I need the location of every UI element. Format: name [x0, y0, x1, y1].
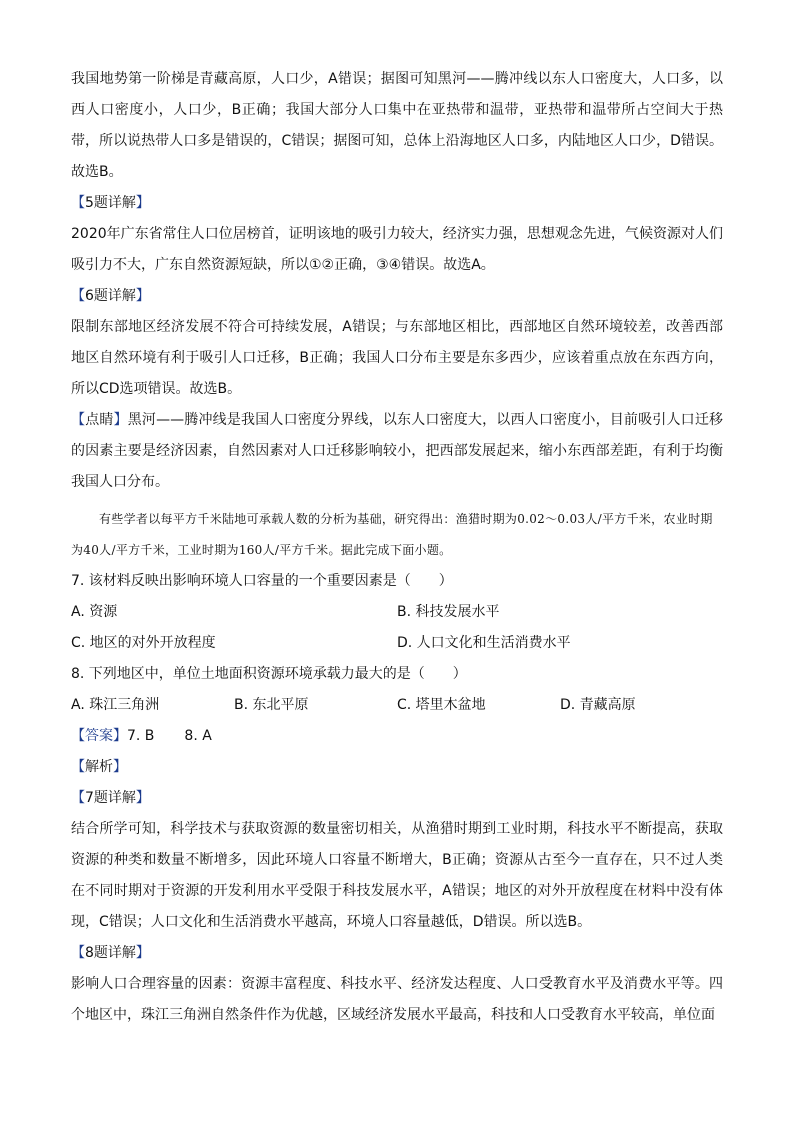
answer-line: 【答案】7. B 8. A	[71, 728, 212, 744]
paragraph-q6-analysis: 限制东部地区经济发展不符合可持续发展，A错误；与东部地区相比，西部地区自然环境较差，改善西部地区自然环境有利于吸引人口迁移，B正确；我国人口分布主要是东多西少，应该着重点放在东西方向，所以CD选项错误。故选B。	[71, 319, 723, 397]
question-7-options-row2	[71, 628, 723, 659]
answer-label: 答案	[85, 728, 113, 744]
q7-option-d: D. 人口文化和生活消费水平	[397, 635, 571, 651]
answer-7: 7. B	[127, 728, 155, 744]
q7-option-b: B. 科技发展水平	[397, 604, 500, 620]
q8-option-b: B. 东北平原	[234, 697, 309, 713]
heading-q6: 【6题详解】	[71, 288, 150, 304]
question-7: 7. 该材料反映出影响环境人口容量的一个重要因素是（ ）	[71, 573, 453, 589]
q7-option-c: C. 地区的对外开放程度	[71, 635, 216, 651]
key-point-label: 点睛	[85, 412, 114, 428]
q7-option-a: A. 资源	[71, 604, 118, 620]
heading-q7: 【7题详解】	[71, 790, 150, 806]
paragraph-q5-analysis: 2020年广东省常住人口位居榜首，证明该地的吸引力较大，经济实力强，思想观念先进，气候资源对人们吸引力不大，广东自然资源短缺，所以①②正确，③④错误。故选A。	[71, 226, 723, 273]
heading-q8: 【8题详解】	[71, 945, 150, 961]
q8-option-c: C. 塔里木盆地	[397, 697, 486, 713]
document-page	[71, 64, 723, 1031]
key-point-text: 黑河——腾冲线是我国人口密度分界线，以东人口密度大，以西人口密度小，目前吸引人口迁移的因素主要是经济因素，自然因素对人口迁移影响较小，把西部发展起来，缩小东西部差距，有利于均衡我国人口分布。	[71, 412, 724, 490]
paragraph-key-point: 【点睛】黑河——腾冲线是我国人口密度分界线，以东人口密度大，以西人口密度小，目前吸引人口迁移的因素主要是经济因素，自然因素对人口迁移影响较小，把西部发展起来，缩小东西部差距，有利于均衡我国人口分布。	[71, 412, 724, 490]
paragraph-q8-analysis: 影响人口合理容量的因素：资源丰富程度、科技水平、经济发达程度、人口受教育水平及消费水平等。四个地区中，珠江三角洲自然条件作为优越，区域经济发展水平最高，科技和人口受教育水平较高，单位面	[71, 976, 723, 1023]
question-8-options	[71, 690, 723, 721]
question-7-options-row1	[71, 597, 723, 628]
heading-analysis: 【解析】	[71, 759, 127, 775]
paragraph-q7-analysis: 结合所学可知，科学技术与获取资源的数量密切相关，从渔猎时期到工业时期，科技水平不断提高，获取资源的种类和数量不断增多，因此环境人口容量不断增大，B正确；资源从古至今一直存在，只不过人类在不同时期对于资源的开发利用水平受限于科技发展水平，A错误；地区的对外开放程度在材料中没有体现，C错误；人口文化和生活消费水平越高，环境人口容量越低，D错误。所以选B。	[71, 821, 723, 930]
question-8: 8. 下列地区中，单位土地面积资源环境承载力最大的是（ ）	[71, 666, 467, 682]
q8-option-a: A. 珠江三角洲	[71, 697, 160, 713]
answer-8: 8. A	[184, 728, 212, 744]
heading-q5: 【5题详解】	[71, 195, 150, 211]
paragraph-q4-analysis: 我国地势第一阶梯是青藏高原，人口少，A错误；据图可知黑河——腾冲线以东人口密度大，人口多，以西人口密度小，人口少，B正确；我国大部分人口集中在亚热带和温带，亚热带和温带所占空间大于热带，所以说热带人口多是错误的，C错误；据图可知，总体上沿海地区人口多，内陆地区人口少，D错误。故选B。	[71, 71, 723, 180]
q8-option-d: D. 青藏高原	[560, 697, 636, 713]
material-passage: 有些学者以每平方千米陆地可承载人数的分析为基础，研究得出：渔猎时期为0.02～0.03人/平方千米，农业时期为40人/平方千米，工业时期为160人/平方千米。据此完成下面小题。	[71, 512, 713, 557]
